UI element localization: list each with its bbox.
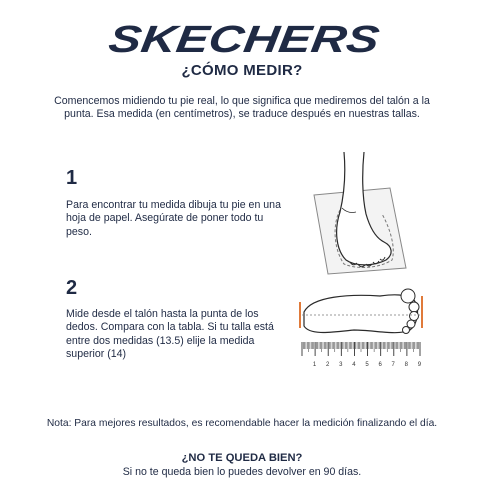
fit-text: Si no te queda bien lo puedes devolver en 90 días.	[122, 466, 362, 478]
ruler-label: 3	[339, 362, 343, 368]
fit-title: ¿NO TE QUEDA BIEN?	[181, 452, 303, 464]
ruler-label: 9	[417, 362, 422, 368]
ruler-label: 4	[352, 362, 356, 368]
ruler-label: 1	[312, 362, 317, 368]
step-2-number: 2	[66, 277, 78, 299]
ruler-label: 8	[404, 362, 409, 368]
step-1-text: Para encontrar tu medida dibuja tu pie en una hoja de papel. Asegúrate de poner todo tu peso.	[66, 199, 281, 238]
foot-on-paper-icon	[300, 150, 420, 280]
foot-ruler-icon	[290, 282, 430, 377]
step-1-number: 1	[66, 167, 78, 189]
ruler-ticks	[302, 342, 420, 356]
skechers-logo	[0, 18, 484, 62]
intro-text: Comencemos midiendo tu pie real, lo que significa que mediremos del talón a la punta. Esa medida (en centímetros), se traduce después en nuestras tallas.	[54, 95, 430, 121]
svg-text:SKECHERS: SKECHERS	[105, 18, 324, 61]
step-2-text: Mide desde el talón hasta la punta de los dedos. Compara con la tabla. Si tu talla está entre dos medidas (13.5) elije la medida superior (14)	[66, 308, 274, 361]
note-text: Nota: Para mejores resultados, es recomendable hacer la medición finalizando el día.	[46, 418, 438, 429]
ruler-label: 6	[378, 362, 382, 368]
ruler-labels	[313, 362, 422, 368]
ruler-label: 5	[365, 362, 369, 368]
page-title: ¿CÓMO MEDIR?	[181, 62, 303, 79]
ruler-label: 2	[325, 362, 330, 368]
ruler-label: 7	[391, 362, 395, 368]
